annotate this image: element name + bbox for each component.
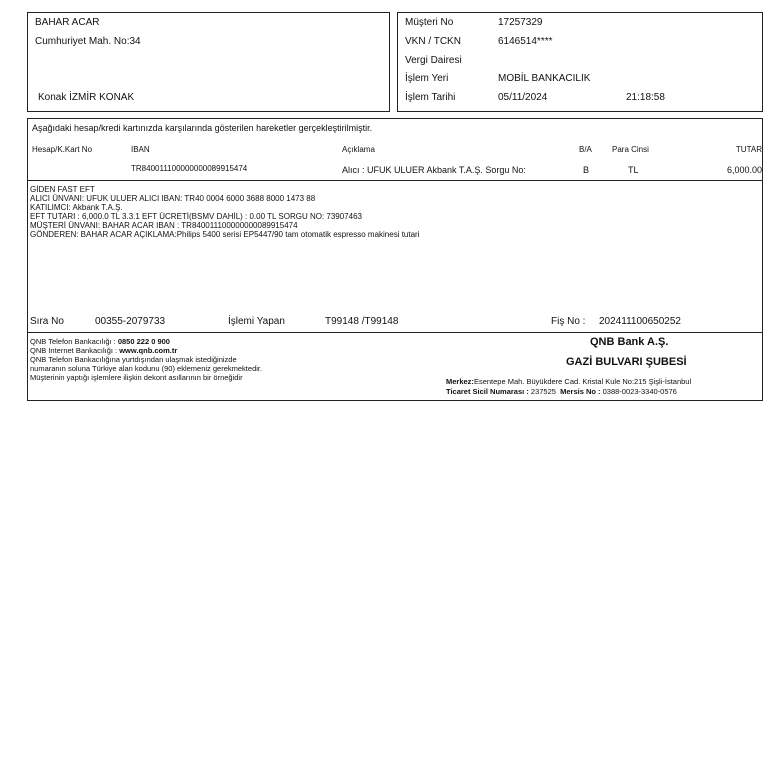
musteri-no-label: Müşteri No <box>405 17 454 28</box>
header-ba: B/A <box>579 145 592 154</box>
row-ba: B <box>583 165 590 175</box>
row-divider <box>27 180 763 181</box>
islem-tarihi-value: 05/11/2024 <box>498 92 548 103</box>
detail-line: EFT TUTARI : 6,000.0 TL 3.3.1 EFT ÜCRETİ(BSMV DAHİL) : 0.00 TL SORGU NO: 73907463 <box>30 212 362 221</box>
header-aciklama: Açıklama <box>342 145 375 154</box>
fis-no-value: 202411100650252 <box>599 316 681 327</box>
footer-note-3: Müşterinin yaptığı işlemlere ilişkin dekont asıllarının bir örneğidir <box>30 373 243 382</box>
detail-line: GİDEN FAST EFT <box>30 185 95 194</box>
row-tutar: 6,000.00 <box>726 165 762 175</box>
islem-saati-value: 21:18:58 <box>626 92 665 103</box>
musteri-no-value: 17257329 <box>498 17 543 28</box>
vkn-label: VKN / TCKN <box>405 36 461 47</box>
detail-line: GÖNDEREN: BAHAR ACAR AÇIKLAMA:Philips 5400 serisi EP5447/90 tam otomatik espresso makinesi tutari <box>30 230 420 239</box>
fis-no-label: Fiş No : <box>551 316 586 327</box>
header-iban: IBAN <box>131 145 150 154</box>
header-tutar: TUTAR <box>735 145 762 154</box>
header-hesap: Hesap/K.Kart No <box>32 145 93 154</box>
row-iban: TR840011100000000089915474 <box>131 164 248 173</box>
footer-internet: QNB Internet Bankacılığı : www.qnb.com.tr <box>30 346 178 355</box>
header-para-cinsi: Para Cinsi <box>612 145 649 154</box>
footer-note-1: QNB Telefon Bankacılığına yurtdışından ulaşmak istediğinizde <box>30 355 237 364</box>
islemi-yapan-label: İşlemi Yapan <box>228 316 285 327</box>
bank-name: QNB Bank A.Ş. <box>590 336 669 348</box>
row-aciklama: Alıcı : UFUK ULUER Akbank T.A.Ş. Sorgu No: <box>342 165 526 175</box>
detail-line: ALICI ÜNVANI: UFUK ULUER ALICI IBAN: TR40 0004 6000 3688 8000 1473 88 <box>30 194 316 203</box>
sira-no-label: Sıra No <box>30 316 64 327</box>
vergi-dairesi-label: Vergi Dairesi <box>405 55 462 66</box>
islem-tarihi-label: İşlem Tarihi <box>405 92 456 103</box>
statement-intro: Aşağıdaki hesap/kredi kartınızda karşılarında gösterilen hareketler gerçekleştirilmiştir. <box>32 123 373 133</box>
details-block <box>30 185 420 239</box>
merkez-line: Merkez:Esentepe Mah. Büyükdere Cad. Kristal Kule No:215 Şişli-İstanbul <box>446 377 692 386</box>
detail-line: MÜŞTERİ ÜNVANI: BAHAR ACAR IBAN : TR840011100000000089915474 <box>30 221 298 230</box>
customer-address-line1: Cumhuriyet Mah. No:34 <box>35 36 141 47</box>
footer-divider <box>27 332 763 333</box>
vkn-value: 6146514**** <box>498 36 553 47</box>
islemi-yapan-value: T99148 /T99148 <box>325 316 399 327</box>
branch-name: GAZİ BULVARI ŞUBESİ <box>566 356 687 368</box>
sira-no-value: 00355-2079733 <box>95 316 166 327</box>
islem-yeri-label: İşlem Yeri <box>405 73 449 84</box>
customer-name: BAHAR ACAR <box>35 17 100 28</box>
footer-telefon: QNB Telefon Bankacılığı : 0850 222 0 900 <box>30 337 170 346</box>
footer-contact <box>30 337 262 382</box>
footer-note-2: numaranın soluna Türkiye alan kodunu (90) eklemeniz gerekmektedir. <box>30 364 263 373</box>
row-para-cinsi: TL <box>628 165 639 175</box>
detail-line: KATILIMCI: Akbank T.A.Ş. <box>30 203 123 212</box>
customer-address-line2: Konak İZMİR KONAK <box>38 92 135 103</box>
islem-yeri-value: MOBİL BANKACILIK <box>498 73 591 84</box>
ticaret-line: Ticaret Sicil Numarası : 237525 Mersis No : 0388-0023-3340-0576 <box>446 387 677 396</box>
